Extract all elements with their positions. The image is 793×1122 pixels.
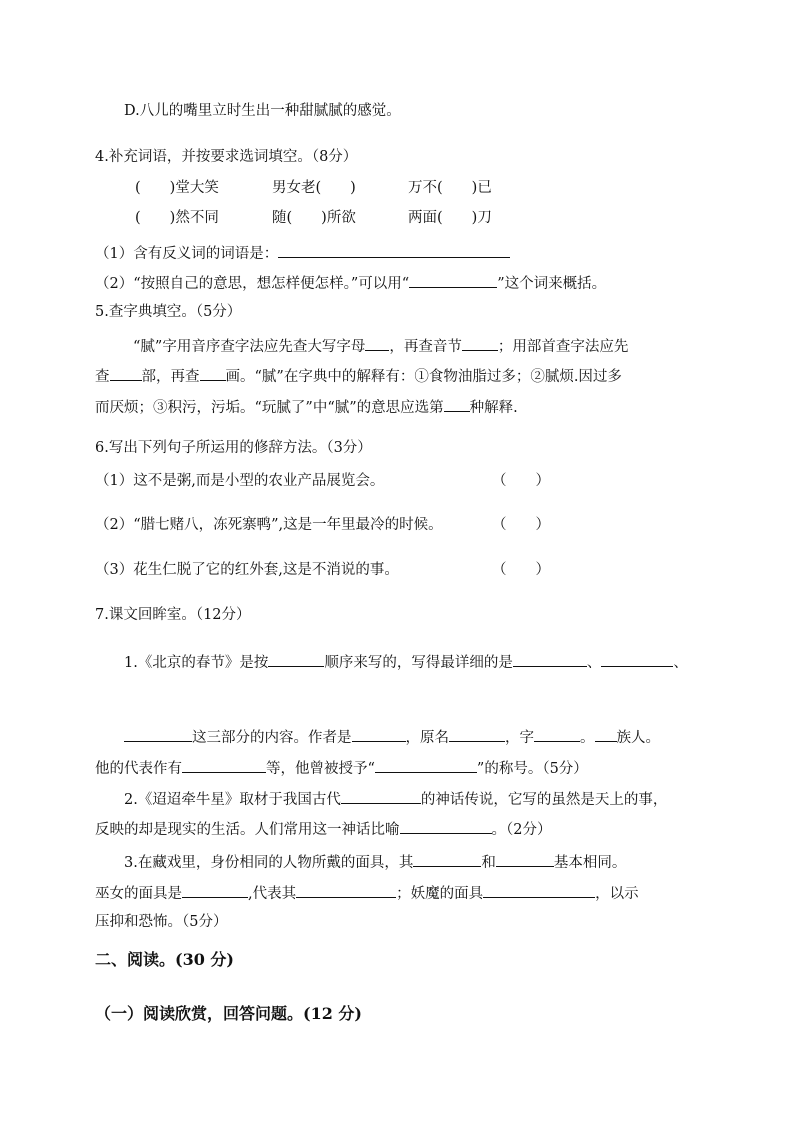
answer-blank[interactable] <box>400 819 492 834</box>
answer-blank[interactable] <box>444 397 470 412</box>
answer-blank[interactable] <box>413 852 481 867</box>
q4-sub1: （1）含有反义词的词语是： <box>95 243 510 263</box>
q6-item-3: （3）花生仁脱了它的红外套,这是不消说的事。 <box>95 562 399 578</box>
q7-s3-line-1: 3.在藏戏里，身份相同的人物所戴的面具，其 和 基本相同。 <box>124 852 626 872</box>
q5-line-3: 而厌烦；③积污，污垢。“玩腻了”中“腻”的意思应选第 种解释. <box>95 397 518 417</box>
answer-blank[interactable] <box>182 758 266 773</box>
question-5-title: 5.查字典填空。（5分） <box>95 304 242 320</box>
idiom-5: 随( )所欲 <box>272 210 356 226</box>
q7-s1-line-3: 他的代表作有 等，他曾被授予“ ”的称号。（5分） <box>95 758 588 778</box>
answer-blank[interactable] <box>278 243 510 258</box>
answer-blank[interactable] <box>595 727 617 742</box>
q4-sub2: （2）“按照自己的意思，想怎样便怎样。”可以用“ ”这个词来概括。 <box>95 273 606 293</box>
answer-blank[interactable] <box>513 652 587 667</box>
answer-blank[interactable] <box>483 883 595 898</box>
q7-s3-line-3: 压抑和恐怖。（5分） <box>95 914 228 930</box>
q5-line-1: “腻”字用音序查字法应先查大写字母 ，再查音节 ；用部首查字法应先 <box>133 336 628 356</box>
answer-blank[interactable] <box>534 727 580 742</box>
answer-blank[interactable] <box>409 273 497 288</box>
answer-blank[interactable] <box>124 727 192 742</box>
section-2-title: 二、阅读。(30 分) <box>95 950 234 969</box>
answer-paren[interactable]: （ ） <box>492 473 550 489</box>
idiom-3: 万不( )已 <box>408 180 492 196</box>
answer-blank[interactable] <box>601 652 673 667</box>
section-2-subtitle: （一）阅读欣赏，回答问题。(12 分) <box>95 1004 362 1023</box>
answer-paren[interactable]: （ ） <box>492 517 550 533</box>
q7-s2-line-1: 2.《迢迢牵牛星》取材于我国古代 的神话传说，它写的虽然是天上的事， <box>124 789 667 809</box>
q7-s1-line-2: 这三部分的内容。作者是 ，原名 ，字 。 族人。 <box>124 727 660 747</box>
question-4-title: 4.补充词语，并按要求选词填空。（8分） <box>95 149 358 165</box>
answer-blank[interactable] <box>375 758 477 773</box>
question-6-title: 6.写出下列句子所运用的修辞方法。（3分） <box>95 440 372 456</box>
answer-blank[interactable] <box>449 727 505 742</box>
answer-blank[interactable] <box>352 727 406 742</box>
answer-blank[interactable] <box>365 336 389 351</box>
answer-blank[interactable] <box>341 789 421 804</box>
q7-s2-line-2: 反映的却是现实的生活。人们常用这一神话比喻 。（2分） <box>95 819 551 839</box>
option-d: D.八儿的嘴里立时生出一种甜腻腻的感觉。 <box>124 103 401 119</box>
answer-blank[interactable] <box>182 883 248 898</box>
answer-blank[interactable] <box>462 336 498 351</box>
idiom-6: 两面( )刀 <box>408 210 492 226</box>
answer-blank[interactable] <box>110 366 142 381</box>
q6-item-2: （2）“腊七赌八，冻死寨鸭”,这是一年里最冷的时候。 <box>95 517 443 533</box>
question-7-title: 7.课文回眸室。（12分） <box>95 607 251 623</box>
answer-blank[interactable] <box>268 652 324 667</box>
q6-item-1: （1）这不是粥,而是小型的农业产品展览会。 <box>95 473 385 489</box>
q7-s3-line-2: 巫女的面具是 ,代表其 ；妖魔的面具 ，以示 <box>95 883 639 903</box>
q7-s1-line-1: 1.《北京的春节》是按 顺序来写的，写得最详细的是 、 、 <box>124 652 688 672</box>
answer-blank[interactable] <box>296 883 396 898</box>
answer-blank[interactable] <box>496 852 554 867</box>
idiom-2: 男女老( ) <box>272 180 356 196</box>
idiom-1: ( )堂大笑 <box>135 180 219 196</box>
answer-blank[interactable] <box>200 366 226 381</box>
idiom-4: ( )然不同 <box>135 210 219 226</box>
q5-line-2: 查 部，再查 画。“腻”在字典中的解释有：①食物油脂过多；②腻烦.因过多 <box>95 366 622 386</box>
answer-paren[interactable]: （ ） <box>492 562 550 578</box>
